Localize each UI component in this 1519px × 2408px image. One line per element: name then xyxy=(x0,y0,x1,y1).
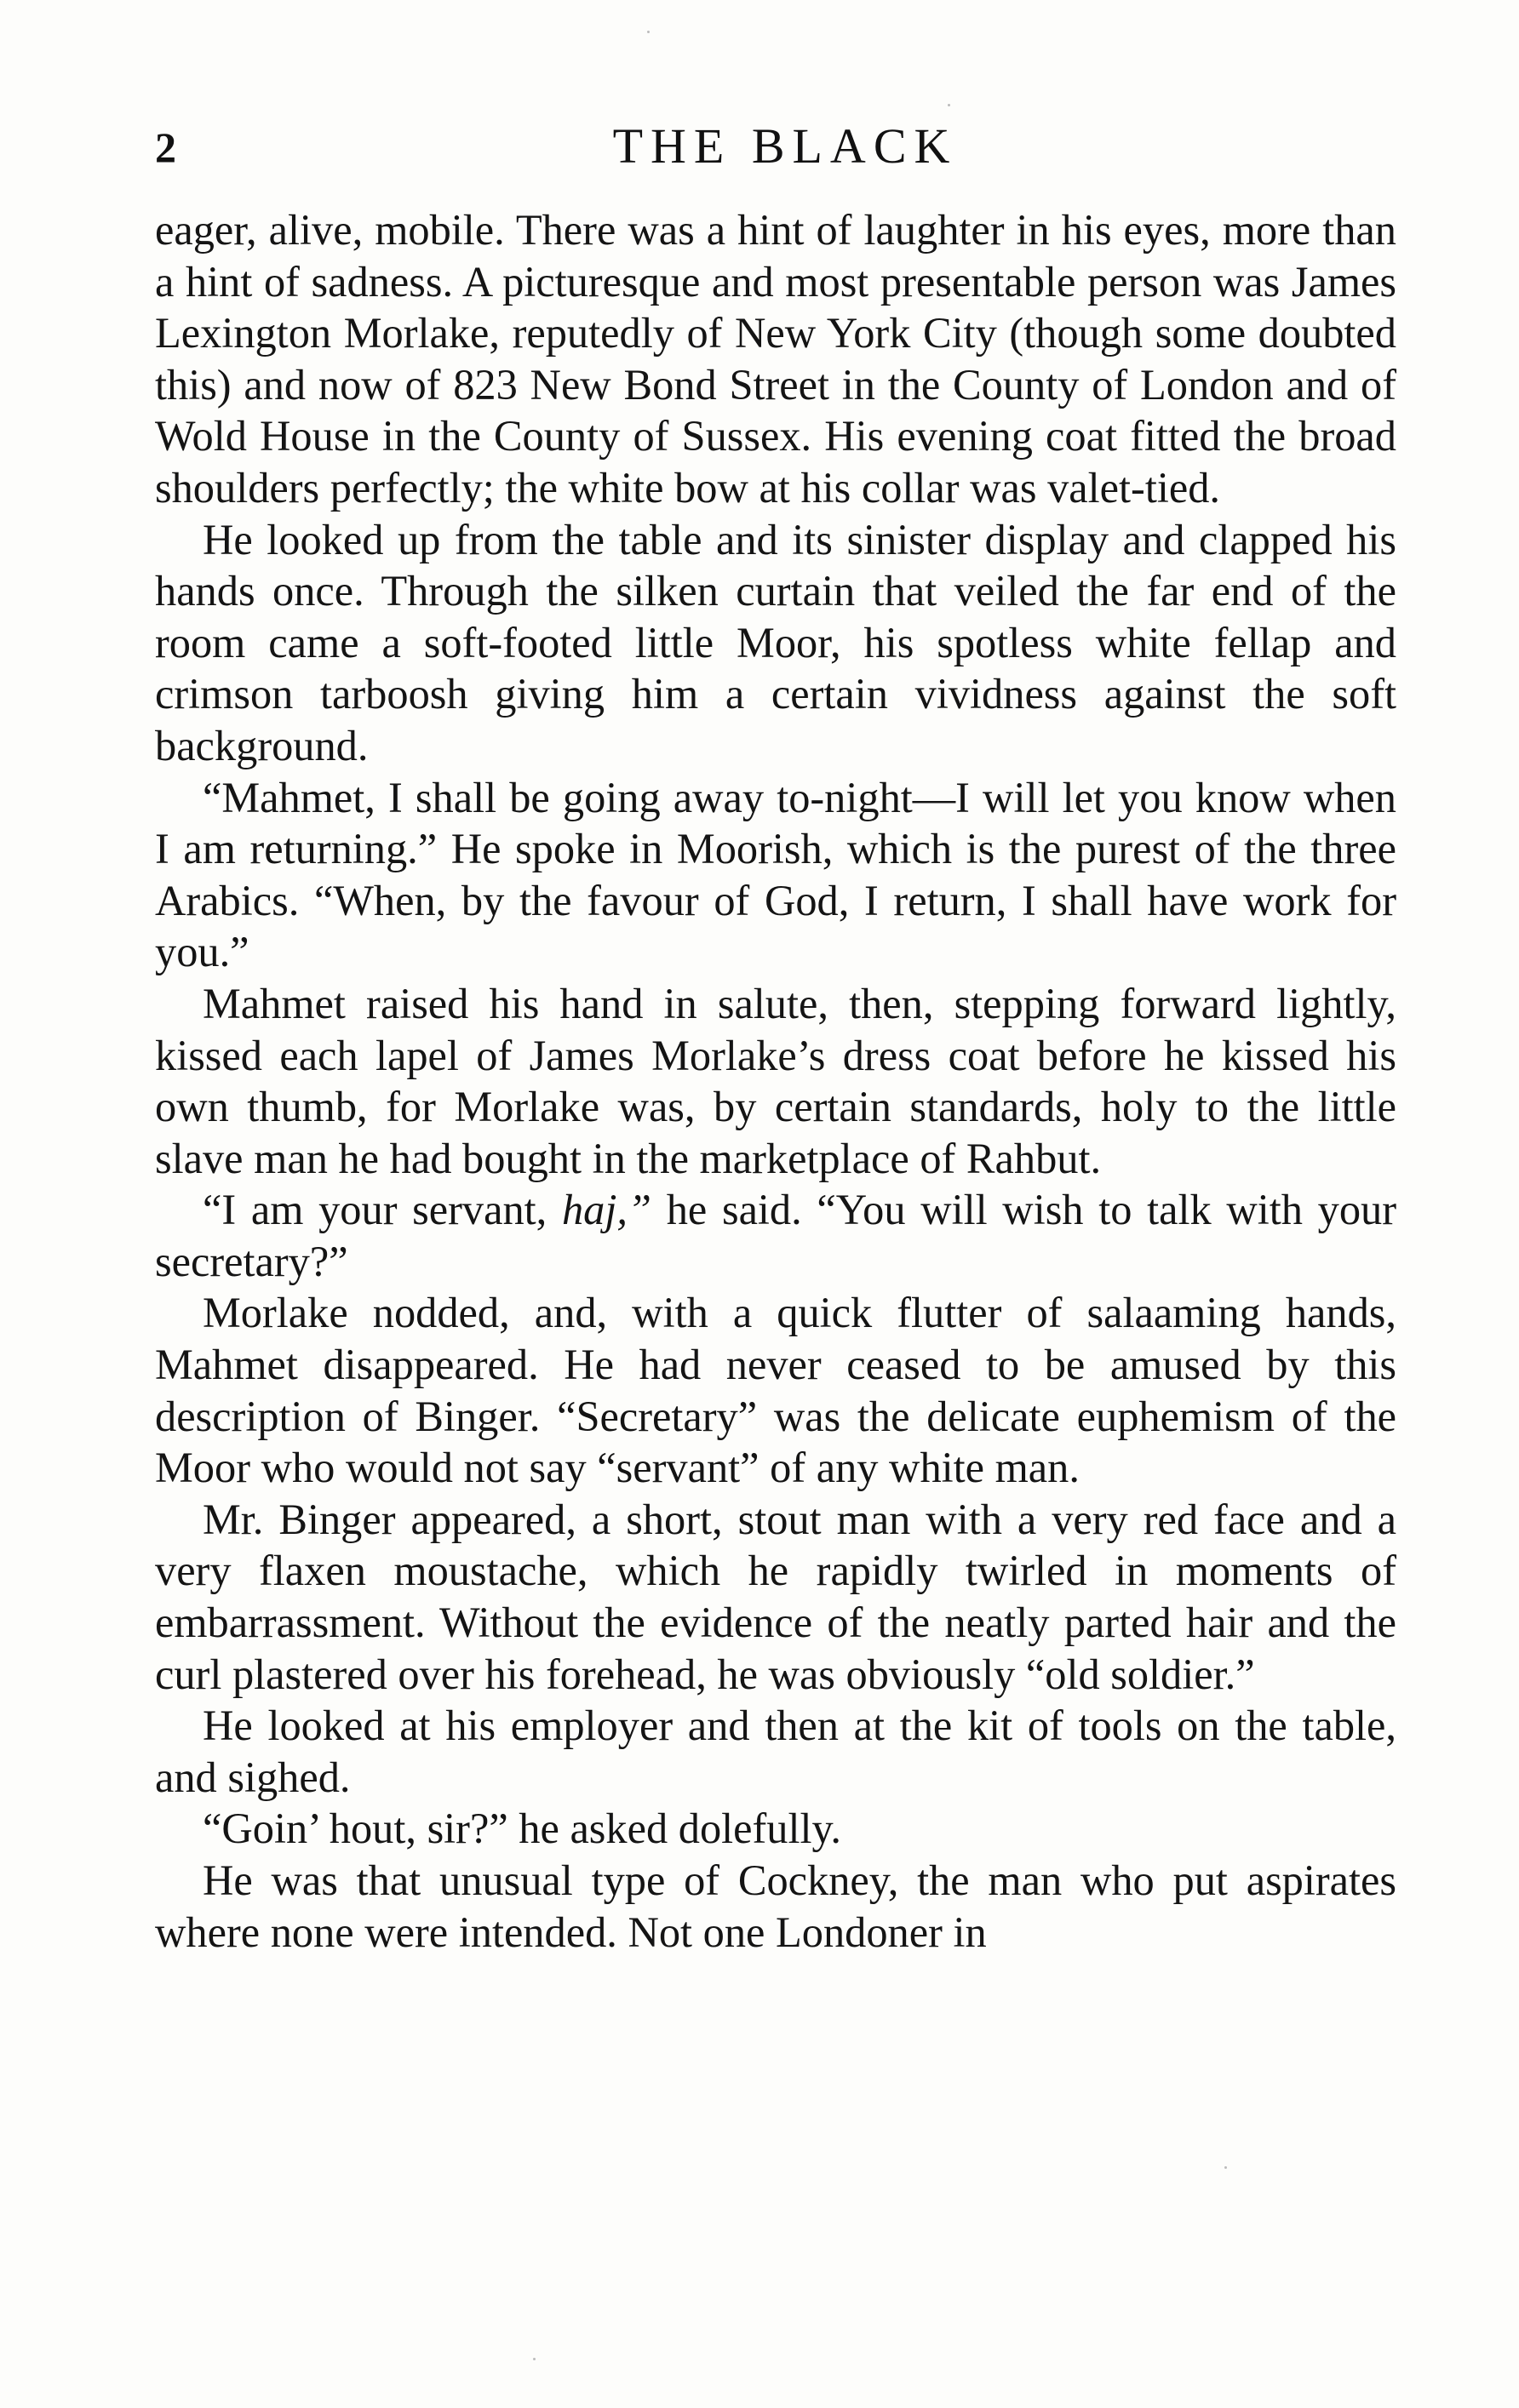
running-head: THE BLACK xyxy=(612,118,958,174)
body-text xyxy=(155,204,1396,1958)
paragraph: He looked at his employer and then at the kit of tools on the table, and sighed. xyxy=(155,1702,1396,1801)
paragraph-text: “I am your servant, xyxy=(203,1186,562,1234)
paragraph xyxy=(155,1184,1396,1287)
paragraph: Morlake nodded, and, with a quick flutter of salaaming hands, Mahmet disappeared. He had never ceased to be amused by this description of Binger. “Secretary” was the delicate euphemism of the Moor who would not say “servant” of any white man. xyxy=(155,1289,1396,1492)
paragraph: He looked up from the table and its sinister display and clapped his hands once. Through the silken curtain that veiled the far end of the room came a soft-footed little Moor, his spotless white fellap and crimson tarboosh giving him a certain vividness against the soft background. xyxy=(155,515,1396,769)
paper-speck xyxy=(948,104,950,106)
italic-word: haj,” xyxy=(561,1186,651,1234)
paper-speck xyxy=(647,31,650,33)
paragraph: Mahmet raised his hand in salute, then, stepping forward lightly, kissed each lapel of James Morlake’s dress coat before he kissed his own thumb, for Morlake was, by certain standards, holy to the little slave man he had bought in the marketplace of Rahbut. xyxy=(155,979,1396,1182)
paragraph-text: he said. “You will wish to talk with your secretary?” xyxy=(155,1186,1397,1285)
paragraph: “Mahmet, I shall be going away to-night—I will let you know when I am returning.” He spoke in Moorish, which is the purest of the three Arabics. “When, by the favour of God, I return, I shall have work for you.” xyxy=(155,773,1396,976)
page-number: 2 xyxy=(155,123,176,171)
paper-speck xyxy=(533,2358,536,2360)
page-header xyxy=(155,117,1415,186)
paragraph: “Goin’ hout, sir?” he asked dolefully. xyxy=(203,1805,842,1853)
paragraph: He was that unusual type of Cockney, the man who put aspirates where none were intended. Not one Londoner in xyxy=(155,1856,1396,1956)
paragraph: eager, alive, mobile. There was a hint of laughter in his eyes, more than a hint of sadness. A picturesque and most presentable person was James Lexington Morlake, reputedly of New York City (though some doubted this) and now of 823 New Bond Street in the County of London and of Wold House in the County of Sussex. His evening coat fitted the broad shoulders perfectly; the white bow at his collar was valet-tied. xyxy=(155,206,1396,512)
paper-speck xyxy=(1224,2166,1227,2169)
paragraph: Mr. Binger appeared, a short, stout man with a very red face and a very flaxen moustache, which he rapidly twirled in moments of embarrassment. Without the evidence of the neatly parted hair and the curl plastered over his forehead, he was obviously “old soldier.” xyxy=(155,1495,1396,1698)
